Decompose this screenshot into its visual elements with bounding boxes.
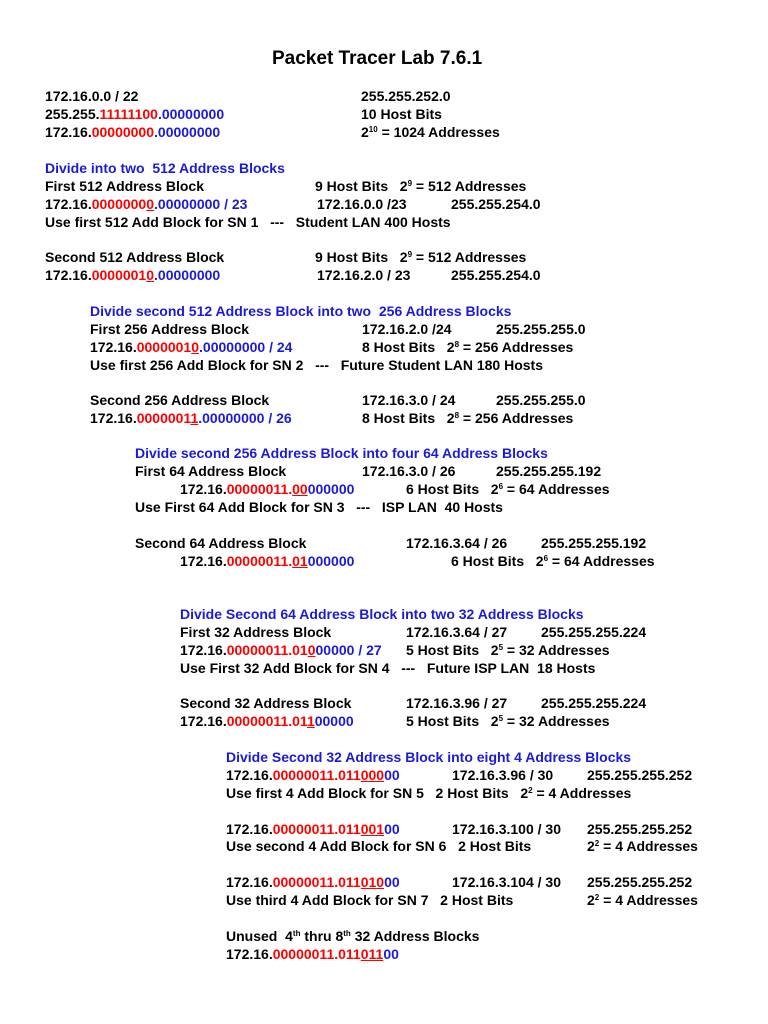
text-segment: 8 Host Bits 2 <box>362 410 455 426</box>
host-bits: Divide into two 512 Address Blocks <box>45 160 285 176</box>
text-line <box>90 339 292 356</box>
text-line <box>541 535 646 552</box>
text-line <box>362 410 573 427</box>
text-segment: 172.16.2.0 /24 <box>362 321 452 337</box>
text-line <box>180 642 382 659</box>
text-line <box>45 249 224 266</box>
network-bits: 0 <box>307 642 316 658</box>
text-segment: 172.16.3.64 / 27 <box>406 624 508 640</box>
network-bits: 0 <box>146 196 155 212</box>
exponent: 6 <box>498 482 504 491</box>
text-segment: Unused 4 <box>226 928 293 944</box>
text-segment: = 32 Addresses <box>503 642 610 658</box>
text-line <box>135 499 503 516</box>
text-segment: = 256 Addresses <box>459 410 574 426</box>
exponent: 6 <box>543 554 549 563</box>
text-line <box>362 463 455 480</box>
text-segment: 172.16. <box>226 821 273 837</box>
text-segment: 10 Host Bits <box>361 106 442 122</box>
text-segment: 172.16. <box>226 874 273 890</box>
text-segment: 255.255.255.224 <box>541 624 647 640</box>
text-segment: 8 Host Bits 2 <box>362 339 455 355</box>
host-bits: Divide second 256 Address Block into four 64 Address Blocks <box>135 445 548 461</box>
network-bits: 0000000 <box>91 196 147 212</box>
text-line <box>406 535 507 552</box>
text-line <box>406 695 507 712</box>
text-line <box>452 767 553 784</box>
network-bits: 0 <box>191 339 200 355</box>
text-segment: 172.16. <box>180 713 227 729</box>
host-bits: 00 <box>384 821 400 837</box>
network-bits: 1 <box>306 713 315 729</box>
text-line <box>45 267 220 284</box>
text-segment: 172.16.3.96 / 30 <box>452 767 554 783</box>
text-segment: 172.16.0.0 /23 <box>317 196 407 212</box>
text-line <box>226 838 531 855</box>
text-line <box>362 339 573 356</box>
exponent: 10 <box>368 125 378 134</box>
text-segment: First 512 Address Block <box>45 178 204 194</box>
text-segment: 172.16.3.100 / 30 <box>452 821 561 837</box>
exponent: 2 <box>594 893 600 902</box>
text-segment: 172.16. <box>180 553 227 569</box>
text-segment: 255.255.252.0 <box>361 88 451 104</box>
host-bits: .00000000 / 23 <box>154 196 248 212</box>
text-segment: First 256 Address Block <box>90 321 249 337</box>
text-segment: 172.16.0.0 / 22 <box>45 88 139 104</box>
text-segment: Second 32 Address Block <box>180 695 352 711</box>
exponent: 8 <box>454 411 460 420</box>
text-line <box>452 874 561 891</box>
text-line <box>226 928 479 945</box>
network-bits: 00000011. <box>226 553 293 569</box>
host-bits: 00000 / 27 <box>315 642 382 658</box>
text-line <box>180 660 595 677</box>
network-bits: 010 <box>360 874 385 890</box>
exponent: 2 <box>528 786 533 795</box>
text-line <box>452 821 561 838</box>
text-segment: Use third 4 Add Block for SN 7 2 Host Bits <box>226 892 514 908</box>
text-segment: = 512 Addresses <box>412 249 527 265</box>
text-segment: Second 512 Address Block <box>45 249 225 265</box>
exponent: 9 <box>407 179 413 188</box>
host-bits: Divide second 512 Address Block into two 256 Address Blocks <box>90 303 512 319</box>
text-line <box>541 624 646 641</box>
exponent: 5 <box>498 643 504 652</box>
text-line <box>226 946 399 963</box>
text-line <box>496 392 586 409</box>
text-segment: Use second 4 Add Block for SN 6 2 Host Bits <box>226 838 532 854</box>
text-line <box>45 124 220 141</box>
text-segment: 255.255.254.0 <box>451 267 541 283</box>
text-segment: First 32 Address Block <box>180 624 332 640</box>
text-line <box>180 606 584 623</box>
text-line <box>135 445 548 462</box>
text-line <box>90 410 292 427</box>
text-segment: Use First 64 Add Block for SN 3 --- ISP LAN 40 Hosts <box>135 499 503 515</box>
text-segment: 172.16. <box>180 481 227 497</box>
text-line <box>226 821 400 838</box>
network-bits: 0 <box>146 267 155 283</box>
text-segment: Use First 32 Add Block for SN 4 --- Future ISP LAN 18 Hosts <box>180 660 596 676</box>
text-segment: 6 Host Bits 2 <box>451 553 544 569</box>
text-segment: 172.16. <box>90 339 137 355</box>
text-line <box>451 196 541 213</box>
text-segment: 255.255.254.0 <box>451 196 541 212</box>
text-line <box>496 463 601 480</box>
text-line <box>180 481 354 498</box>
text-segment: 172.16.3.64 / 26 <box>406 535 508 551</box>
network-bits: 00000011.011 <box>272 821 361 837</box>
text-line <box>587 821 692 838</box>
text-line <box>180 624 331 641</box>
text-segment: Use first 512 Add Block for SN 1 --- Student LAN 400 Hosts <box>45 214 451 230</box>
text-segment: First 64 Address Block <box>135 463 287 479</box>
text-segment: = 64 Addresses <box>548 553 655 569</box>
text-segment: 2 <box>587 838 595 854</box>
text-segment: 172.16. <box>90 410 137 426</box>
text-line <box>226 785 631 802</box>
text-line <box>45 88 138 105</box>
text-line <box>587 874 692 891</box>
text-line <box>226 749 631 766</box>
text-line <box>226 874 400 891</box>
text-segment: 255.255.255.0 <box>496 321 586 337</box>
text-line <box>45 160 285 177</box>
network-bits: 00000011.011 <box>272 767 361 783</box>
text-segment: 255.255. <box>45 106 100 122</box>
host-bits: 00 <box>384 767 400 783</box>
host-bits: .00000000 <box>154 124 221 140</box>
text-line <box>361 106 442 123</box>
text-segment: = 4 Addresses <box>532 785 632 801</box>
text-segment: thru 8 <box>300 928 344 944</box>
text-segment: 2 <box>587 892 595 908</box>
text-segment: 255.255.255.252 <box>587 874 693 890</box>
text-segment: = 4 Addresses <box>599 838 698 854</box>
text-segment: 9 Host Bits 2 <box>315 178 408 194</box>
text-line <box>587 767 692 784</box>
text-line <box>587 892 698 909</box>
network-bits: 01 <box>292 553 308 569</box>
text-line <box>451 267 541 284</box>
text-line <box>90 357 543 374</box>
text-line <box>541 695 646 712</box>
text-segment: Use first 256 Add Block for SN 2 --- Future Student LAN 180 Hosts <box>90 357 543 373</box>
text-line <box>90 392 269 409</box>
text-line <box>361 124 500 141</box>
text-segment: 5 Host Bits 2 <box>406 642 499 658</box>
text-line <box>180 553 354 570</box>
text-segment: = 64 Addresses <box>503 481 610 497</box>
host-bits: 000000 <box>307 481 355 497</box>
host-bits: 00 <box>383 946 399 962</box>
text-line <box>362 392 455 409</box>
text-segment: = 512 Addresses <box>412 178 527 194</box>
text-segment: 255.255.255.252 <box>587 767 693 783</box>
text-line <box>406 713 610 730</box>
text-line <box>226 892 513 909</box>
text-line <box>135 463 286 480</box>
text-segment: 255.255.255.192 <box>496 463 602 479</box>
text-segment: 172.16. <box>45 124 92 140</box>
text-line <box>45 178 204 195</box>
text-segment: 172.16. <box>45 196 92 212</box>
host-bits: .00000000 / 24 <box>199 339 293 355</box>
network-bits: 0000001 <box>136 410 191 426</box>
network-bits: 00000011.011 <box>272 874 361 890</box>
exponent: 5 <box>498 714 504 723</box>
host-bits: Divide Second 64 Address Block into two 32 Address Blocks <box>180 606 584 622</box>
text-segment: = 256 Addresses <box>459 339 574 355</box>
text-segment: 6 Host Bits 2 <box>406 481 499 497</box>
text-segment: 255.255.255.252 <box>587 821 693 837</box>
page-title: Packet Tracer Lab 7.6.1 <box>272 48 483 69</box>
text-line <box>496 321 586 338</box>
network-bits: 0000001 <box>91 267 147 283</box>
host-bits: 000000 <box>307 553 355 569</box>
text-line <box>315 249 526 266</box>
text-line <box>361 88 451 105</box>
text-segment: = 32 Addresses <box>503 713 610 729</box>
text-segment: Second 64 Address Block <box>135 535 307 551</box>
exponent: 8 <box>454 340 460 349</box>
text-segment: 172.16.3.96 / 27 <box>406 695 508 711</box>
text-line <box>90 303 511 320</box>
network-bits: 000 <box>360 767 385 783</box>
text-line <box>45 196 247 213</box>
host-bits: 00000 <box>314 713 354 729</box>
network-bits: 011 <box>360 946 384 962</box>
host-bits: Divide Second 32 Address Block into eight 4 Address Blocks <box>226 749 632 765</box>
network-bits: 0000001 <box>136 339 192 355</box>
text-line <box>362 321 452 338</box>
text-segment: 255.255.255.0 <box>496 392 586 408</box>
network-bits: 00000011.01 <box>226 713 307 729</box>
text-segment: 255.255.255.192 <box>541 535 647 551</box>
exponent: th <box>343 929 351 938</box>
network-bits: 00000011. <box>226 481 293 497</box>
network-bits: 11111100 <box>99 106 158 122</box>
text-line <box>406 481 610 498</box>
text-segment: 172.16. <box>45 267 92 283</box>
network-bits: 00000000 <box>91 124 155 140</box>
exponent: 2 <box>594 839 600 848</box>
host-bits: .00000000 <box>154 267 221 283</box>
text-segment: 172.16. <box>226 767 273 783</box>
text-segment: 5 Host Bits 2 <box>406 713 499 729</box>
text-line <box>45 106 224 123</box>
network-bits: 001 <box>360 821 385 837</box>
text-line <box>406 624 507 641</box>
exponent: 9 <box>407 250 413 259</box>
text-line <box>135 535 306 552</box>
text-line <box>451 553 655 570</box>
text-segment: 172.16.3.0 / 26 <box>362 463 456 479</box>
text-segment: = 1024 Addresses <box>377 124 500 140</box>
network-bits: 1 <box>190 410 199 426</box>
text-line <box>90 321 249 338</box>
text-line <box>587 838 698 855</box>
text-segment: 32 Address Blocks <box>350 928 480 944</box>
text-segment: 172.16.3.104 / 30 <box>452 874 561 890</box>
text-line <box>315 178 526 195</box>
text-line <box>226 767 400 784</box>
text-line <box>406 642 610 659</box>
text-segment: 9 Host Bits 2 <box>315 249 408 265</box>
network-bits: 00 <box>292 481 308 497</box>
text-segment: = 4 Addresses <box>599 892 698 908</box>
exponent: th <box>292 929 301 938</box>
text-segment: Use first 4 Add Block for SN 5 2 Host Bits 2 <box>226 785 529 801</box>
text-line <box>180 695 351 712</box>
text-segment: 172.16.2.0 / 23 <box>317 267 411 283</box>
text-segment: 2 <box>361 124 369 140</box>
network-bits: 00000011.01 <box>226 642 308 658</box>
text-segment: 172.16.3.0 / 24 <box>362 392 456 408</box>
text-segment: Second 256 Address Block <box>90 392 270 408</box>
text-line <box>45 214 451 231</box>
text-segment: 255.255.255.224 <box>541 695 647 711</box>
host-bits: .00000000 <box>157 106 225 122</box>
host-bits: 00 <box>384 874 400 890</box>
network-bits: 00000011.011 <box>272 946 361 962</box>
host-bits: .00000000 / 26 <box>198 410 292 426</box>
text-line <box>317 267 410 284</box>
text-line <box>317 196 407 213</box>
text-line <box>180 713 354 730</box>
text-segment: 172.16. <box>226 946 273 962</box>
text-segment: 172.16. <box>180 642 227 658</box>
